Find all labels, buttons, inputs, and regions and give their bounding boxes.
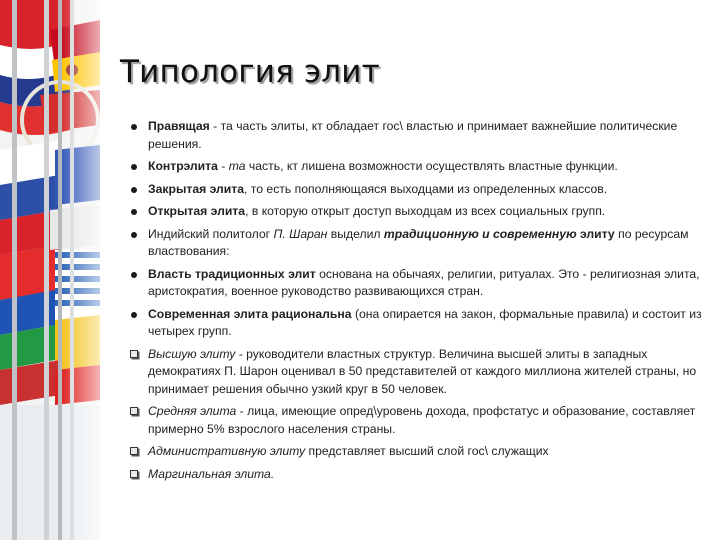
list-item: Власть традиционных элит основана на обычаях, религии, ритуалах. Это - религиозная элита, аристократия, военное руководство развивающихся стран. bbox=[130, 266, 710, 301]
term: Современная элита рациональна bbox=[148, 306, 352, 321]
list-item: Правящая - та часть элиты, кт обладает гос\ властью и принимает важнейшие политические решения. bbox=[130, 118, 710, 153]
bullet-square-icon bbox=[130, 470, 138, 478]
bullet-dot-icon bbox=[131, 272, 137, 278]
term: Открытая элита bbox=[148, 204, 246, 218]
list-item: Контрэлита - та часть, кт лишена возможности осуществлять властные функции. bbox=[130, 158, 710, 176]
bullet-dot-icon bbox=[131, 232, 137, 238]
bullet-square-icon bbox=[130, 407, 138, 415]
term: Маргинальная элита. bbox=[148, 466, 275, 481]
bullet-dot-icon bbox=[131, 187, 137, 193]
list-item bbox=[130, 466, 710, 484]
term: Административную элиту bbox=[148, 444, 306, 458]
term: Правящая bbox=[148, 119, 210, 133]
term: Контрэлита bbox=[148, 159, 218, 173]
term: Средняя элита bbox=[148, 404, 237, 418]
list-item: Закрытая элита, то есть пополняющаяся выходцами из определенных классов. bbox=[130, 181, 710, 199]
list-item: Средняя элита - лица, имеющие опред\уровень дохода, профстатус и образование, составляет примерно 5% взрослого населения страны. bbox=[130, 403, 710, 438]
list-item: Открытая элита, в которую открыт доступ выходцам из всех социальных групп. bbox=[130, 203, 710, 221]
list-item: Индийский политолог П. Шаран выделил традиционную и современную элиту по ресурсам властвования: bbox=[130, 226, 710, 261]
term: Власть традиционных элит bbox=[148, 266, 316, 281]
bullet-square-icon bbox=[130, 350, 138, 358]
flags-fade bbox=[60, 0, 120, 540]
bullet-dot-icon bbox=[131, 312, 137, 318]
bullet-square-icon bbox=[130, 447, 138, 455]
term: Закрытая элита bbox=[148, 181, 245, 196]
bullet-dot-icon bbox=[131, 209, 137, 215]
bullet-dot-icon bbox=[131, 124, 137, 130]
bullet-dot-icon bbox=[131, 164, 137, 170]
term: Высшую элиту bbox=[148, 346, 236, 361]
list-item: Административную элиту представляет высший слой гос\ служащих bbox=[130, 443, 710, 461]
page-title: Типология элит bbox=[120, 54, 380, 90]
bullet-list bbox=[130, 118, 710, 488]
list-item: Современная элита рациональна (она опирается на закон, формальные правила) и состоит из четырех групп. bbox=[130, 306, 710, 341]
list-item: Высшую элиту - руководители властных структур. Величина высшей элиты в западных демократиях П. Шарон оценивал в 50 представителей от каждого миллиона жителей страны, но принимает решения обычно узкий круг в 50 человек. bbox=[130, 346, 710, 399]
